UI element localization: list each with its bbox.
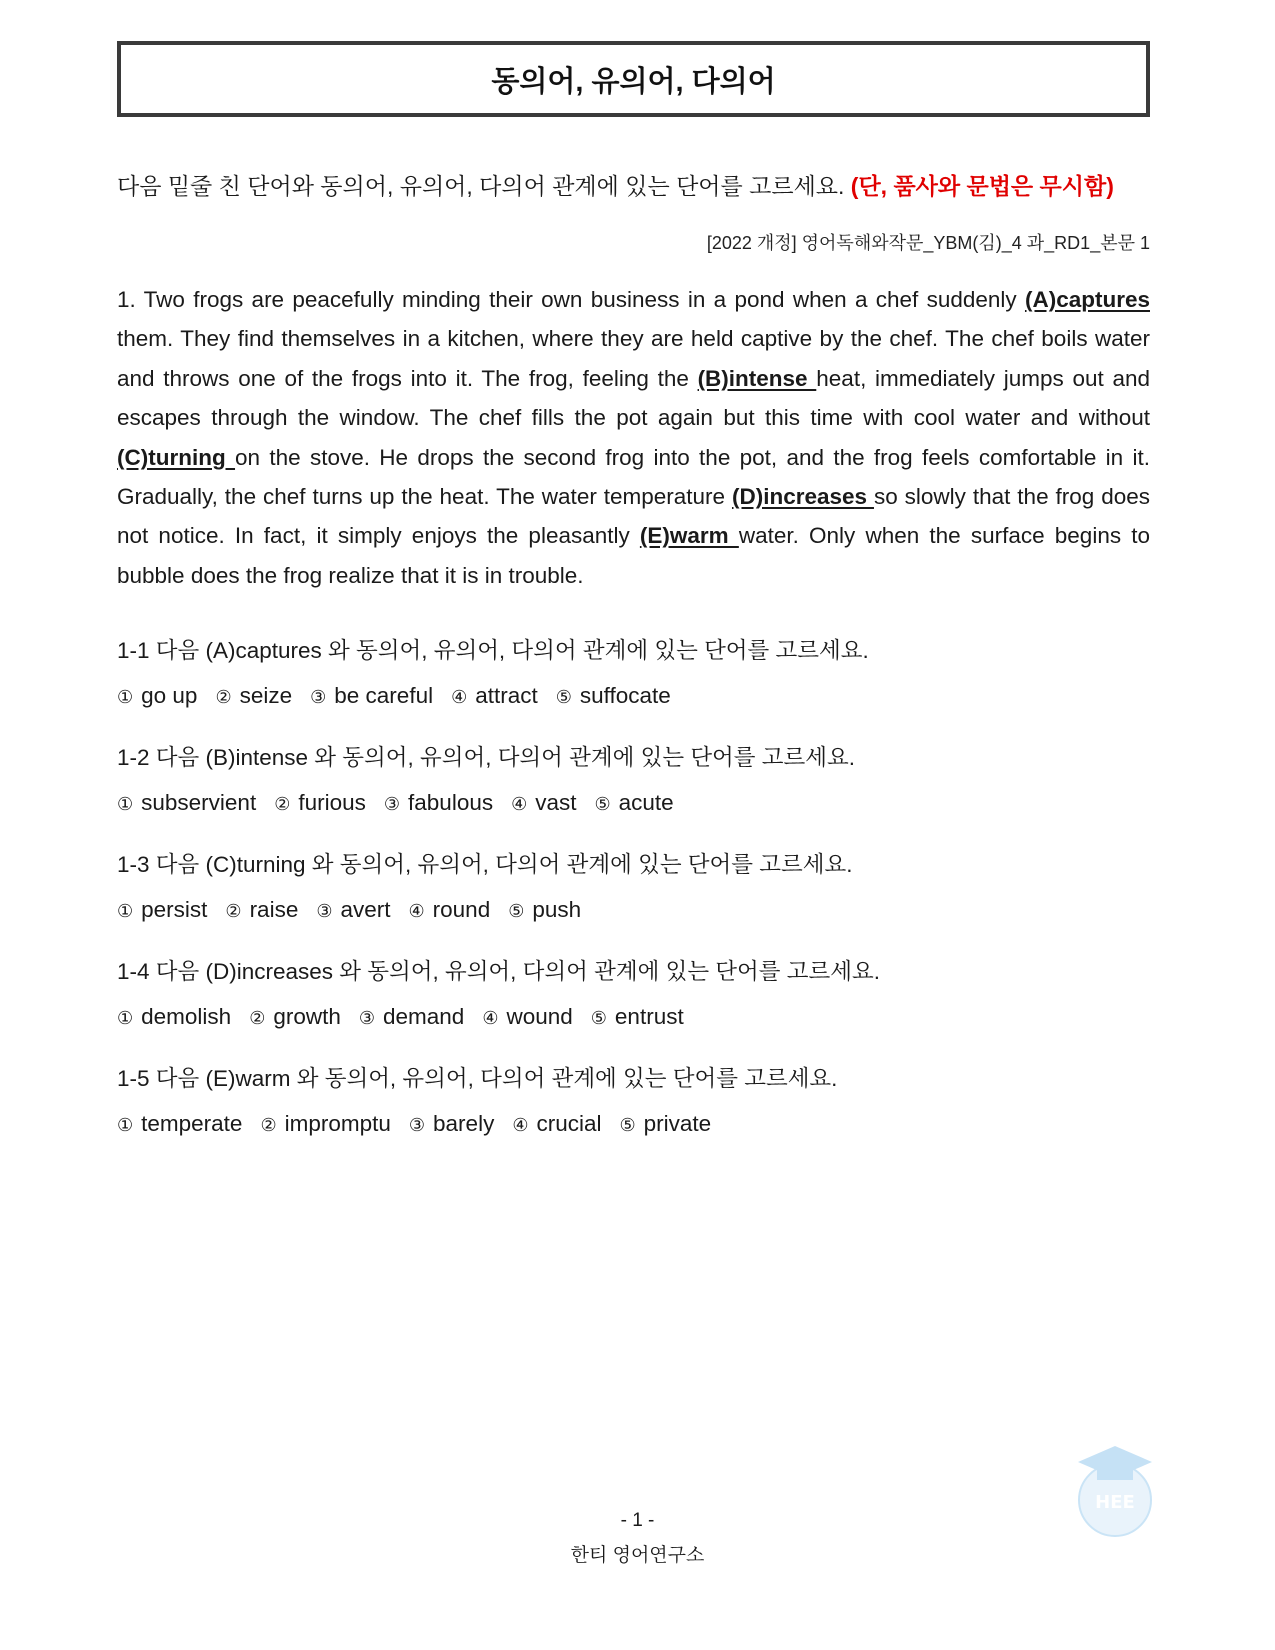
option-3[interactable]	[310, 683, 433, 709]
option-text: persist	[141, 897, 208, 922]
option-4[interactable]	[512, 1111, 601, 1137]
option-text: attract	[475, 683, 538, 708]
instruction-text: 다음 밑줄 친 단어와 동의어, 유의어, 다의어 관계에 있는 단어를 고르세요.	[117, 173, 851, 199]
option-5[interactable]	[620, 1111, 712, 1137]
option-number: ①	[117, 794, 134, 815]
option-2[interactable]	[249, 1004, 341, 1030]
logo	[1070, 1440, 1160, 1540]
option-text: be careful	[334, 683, 434, 708]
option-5[interactable]	[556, 683, 671, 709]
option-3[interactable]	[359, 1004, 464, 1030]
question-stem: 1-2 다음 (B)intense 와 동의어, 유의어, 다의어 관계에 있는 단어를 고르세요.	[117, 745, 855, 770]
question-stem: 1-5 다음 (E)warm 와 동의어, 유의어, 다의어 관계에 있는 단어를 고르세요.	[117, 1066, 838, 1091]
option-list	[117, 790, 1157, 816]
source-label: [2022 개정] 영어독해와작문_YBM(김)_4 과_RD1_본문 1	[706, 233, 1150, 253]
option-number: ③	[358, 1008, 376, 1029]
option-text: demand	[383, 1004, 465, 1029]
option-5[interactable]	[595, 790, 674, 816]
question-5	[117, 1061, 1157, 1137]
option-number: ④	[482, 1008, 499, 1029]
keyword-d: (D)increases	[731, 484, 874, 510]
option-text: barely	[433, 1111, 495, 1136]
option-text: fabulous	[408, 790, 494, 815]
question-1	[117, 633, 1157, 709]
option-4[interactable]	[451, 683, 538, 709]
option-text: raise	[249, 897, 299, 922]
option-text: demolish	[141, 1004, 232, 1029]
passage-text: so slowly that the frog does not notice. In fact, it simply enjoys the pleasantly	[117, 484, 1150, 549]
option-number: ①	[117, 901, 134, 922]
option-3[interactable]	[384, 790, 493, 816]
keyword-c: (C)turning	[117, 444, 236, 470]
option-text: vast	[535, 790, 577, 815]
option-number: ③	[408, 1115, 426, 1136]
passage-text: on the stove. He drops the second frog into the pot, and the frog feels comfortable in it. Gradually, the chef turns up the heat. The water temperature	[117, 444, 1150, 510]
question-stem: 1-4 다음 (D)increases 와 동의어, 유의어, 다의어 관계에 있는 단어를 고르세요.	[117, 959, 880, 984]
option-list	[117, 897, 1157, 923]
option-1[interactable]	[117, 1004, 231, 1030]
option-4[interactable]	[511, 790, 576, 816]
question-2	[117, 740, 1157, 816]
option-number: ③	[316, 901, 333, 922]
option-text: growth	[273, 1004, 341, 1029]
instruction-note: (단, 품사와 문법은 무시함)	[850, 173, 1114, 199]
option-3[interactable]	[316, 897, 390, 923]
keyword-b: (B)intense	[697, 365, 817, 391]
option-3[interactable]	[409, 1111, 494, 1137]
passage	[117, 280, 1150, 595]
option-text: subservient	[141, 790, 257, 815]
option-number: ⑤	[619, 1115, 636, 1136]
option-text: seize	[239, 683, 293, 708]
question-stem: 1-3 다음 (C)turning 와 동의어, 유의어, 다의어 관계에 있는 단어를 고르세요.	[117, 852, 853, 877]
option-1[interactable]	[117, 790, 256, 816]
option-list	[117, 1111, 1157, 1137]
option-1[interactable]	[117, 1111, 242, 1137]
option-number: ⑤	[555, 687, 572, 708]
keyword-e: (E)warm	[639, 523, 739, 549]
option-number: ④	[408, 901, 425, 922]
option-4[interactable]	[409, 897, 491, 923]
option-number: ②	[249, 1008, 266, 1029]
option-2[interactable]	[215, 683, 292, 709]
option-number: ③	[383, 794, 401, 815]
instruction	[117, 168, 1157, 201]
option-number: ②	[274, 794, 291, 815]
page-title: 동의어, 유의어, 다의어	[491, 65, 776, 98]
option-text: impromptu	[284, 1111, 391, 1136]
option-list	[117, 1004, 1157, 1030]
option-number: ③	[310, 687, 327, 708]
option-text: wound	[506, 1004, 573, 1029]
option-text: crucial	[536, 1111, 602, 1136]
keyword-a: (A)captures	[1024, 287, 1150, 312]
option-text: round	[432, 897, 491, 922]
option-4[interactable]	[482, 1004, 572, 1030]
option-5[interactable]	[591, 1004, 684, 1030]
graduation-cap-icon	[1070, 1440, 1160, 1540]
option-text: suffocate	[579, 683, 671, 708]
option-text: temperate	[141, 1111, 243, 1136]
option-1[interactable]	[117, 683, 197, 709]
option-text: acute	[618, 790, 674, 815]
option-5[interactable]	[508, 897, 581, 923]
option-text: avert	[340, 897, 391, 922]
option-2[interactable]	[225, 897, 298, 923]
option-number: ②	[225, 901, 242, 922]
option-number: ①	[117, 1008, 134, 1029]
footer-org: 한티 영어연구소	[570, 1545, 705, 1566]
passage-text: them. They find themselves in a kitchen, where they are held captive by the chef. The chef boils water and throws one of the frogs into it. The frog, feeling the	[117, 326, 1150, 391]
option-number: ⑤	[594, 794, 611, 815]
option-number: ④	[511, 794, 528, 815]
option-text: private	[643, 1111, 712, 1136]
option-number: ②	[260, 1115, 277, 1136]
option-2[interactable]	[260, 1111, 390, 1137]
option-1[interactable]	[117, 897, 207, 923]
option-text: entrust	[614, 1004, 684, 1029]
option-number: ①	[117, 687, 134, 708]
option-2[interactable]	[274, 790, 366, 816]
option-text: push	[532, 897, 582, 922]
passage-text: 1. Two frogs are peacefully minding their own business in a pond when a chef suddenly	[117, 287, 1025, 312]
question-3	[117, 847, 1157, 923]
page-number: - 1 -	[620, 1510, 655, 1531]
option-text: furious	[298, 790, 366, 815]
question-stem: 1-1 다음 (A)captures 와 동의어, 유의어, 다의어 관계에 있는 단어를 고르세요.	[117, 638, 869, 663]
option-number: ①	[117, 1115, 134, 1136]
passage-text: heat, immediately jumps out and escapes through the window. The chef fills the pot again but this time with cool water and without	[117, 365, 1150, 431]
option-number: ②	[215, 687, 232, 708]
option-number: ④	[451, 687, 468, 708]
logo-text: HEE	[1095, 1492, 1135, 1513]
option-number: ⑤	[508, 901, 525, 922]
option-text: go up	[141, 683, 198, 708]
title-box	[117, 41, 1150, 117]
option-list	[117, 683, 1157, 709]
option-number: ⑤	[590, 1008, 607, 1029]
option-number: ④	[512, 1115, 529, 1136]
question-4	[117, 954, 1157, 1030]
passage-text: water. Only when the surface begins to bubble does the frog realize that it is in trouble.	[117, 523, 1150, 588]
